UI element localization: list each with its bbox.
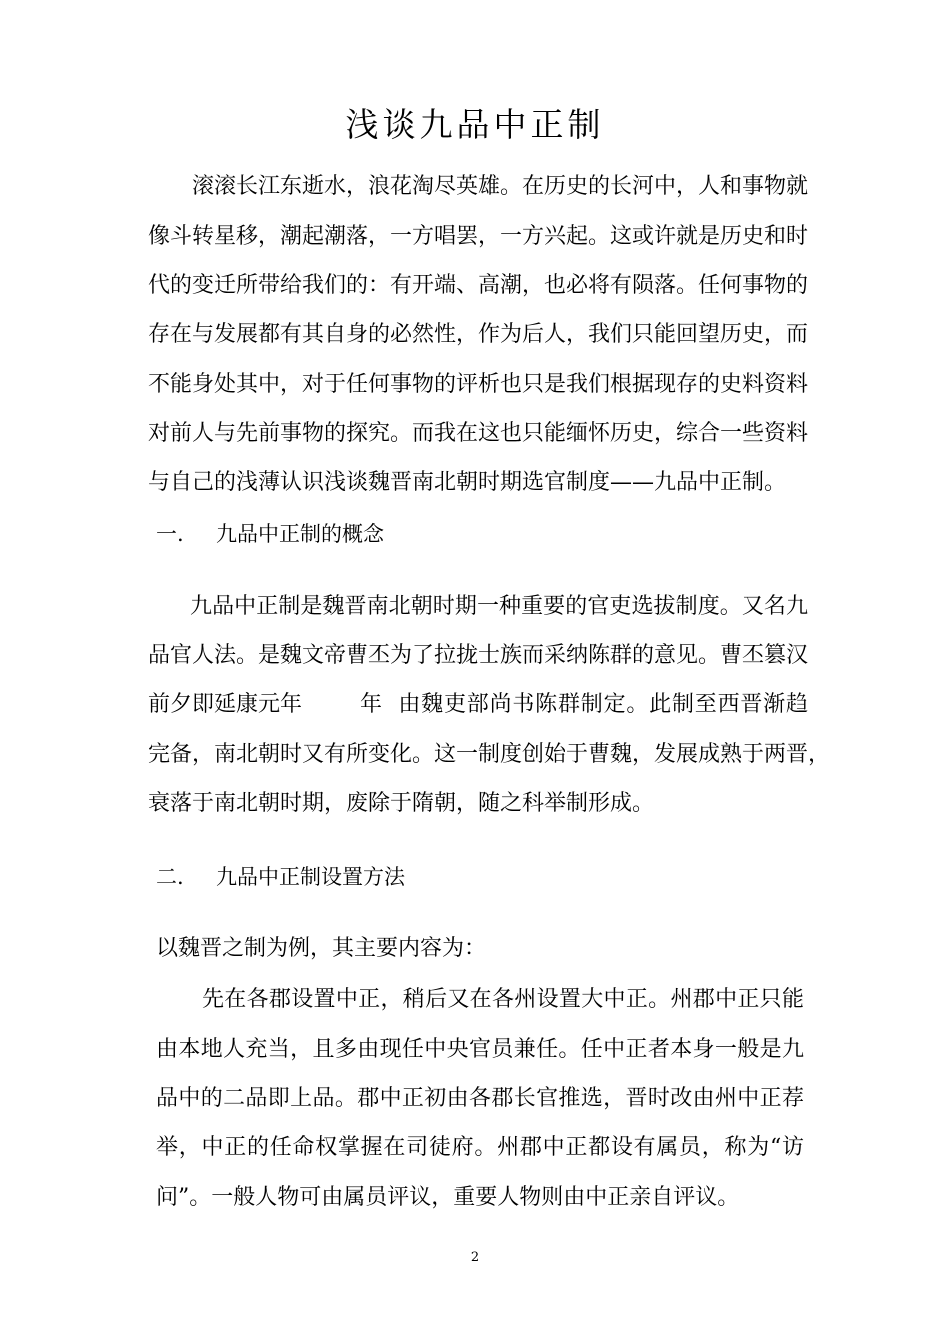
paragraph-line: 年 由魏吏部尚书陈群制定。此制至西晋渐趋: [360, 692, 808, 717]
section-number: 二.: [156, 865, 184, 889]
paragraph-line: 滚滚长江东逝水，浪花淘尽英雄。在历史的长河中，人和事物就: [192, 174, 809, 199]
paragraph-line: 品中的二品即上品。郡中正初由各郡长官推选，晋时改由州中正荐: [156, 1086, 804, 1111]
paragraph-line: 九品中正制是魏晋南北朝时期一种重要的官吏选拔制度。又名九: [190, 594, 808, 619]
paragraph-line: 衰落于南北朝时期，废除于隋朝，随之科举制形成。: [148, 791, 655, 816]
paragraph-line: 代的变迁所带给我们的：有开端、高潮，也必将有陨落。任何事物的: [148, 273, 809, 298]
paragraph-line: 与自己的浅薄认识浅谈魏晋南北朝时期选官制度——九品中正制。: [148, 470, 787, 495]
paragraph-line: 品官人法。是魏文帝曹丕为了拉拢士族而采纳陈群的意见。曹丕篡汉: [148, 643, 809, 668]
section-title: 九品中正制设置方法: [216, 865, 405, 889]
paragraph-line: 举，中正的任命权掌握在司徒府。州郡中正都设有属员，称为“访: [156, 1135, 804, 1160]
document-title: 浅谈九品中正制: [345, 105, 605, 144]
section-heading: [156, 861, 476, 893]
paragraph-line: 存在与发展都有其自身的必然性，作为后人，我们只能回望历史，而: [148, 322, 809, 347]
paragraph-line: 不能身处其中，对于任何事物的评析也只是我们根据现存的史料资料: [148, 372, 809, 397]
paragraph-line: 像斗转星移，潮起潮落，一方唱罢，一方兴起。这或许就是历史和时: [148, 224, 809, 249]
section-title: 九品中正制的概念: [216, 522, 384, 546]
paragraph-line: 先在各郡设置中正，稍后又在各州设置大中正。州郡中正只能: [202, 987, 804, 1012]
paragraph-line: 问”。一般人物可由属员评议，重要人物则由中正亲自评议。: [156, 1185, 740, 1210]
paragraph-lead: 以魏晋之制为例，其主要内容为：: [156, 936, 487, 961]
page-number: 2: [470, 1250, 480, 1265]
paragraph-line: 由本地人充当，且多由现任中央官员兼任。任中正者本身一般是九: [156, 1037, 804, 1062]
section-number: 一.: [156, 522, 184, 546]
section-heading: [156, 518, 476, 550]
paragraph-line: 对前人与先前事物的探究。而我在这也只能缅怀历史，综合一些资料: [148, 421, 809, 446]
paragraph-line: 完备，南北朝时又有所变化。这一制度创始于曹魏，发展成熟于两晋，: [148, 742, 831, 767]
paragraph-line: 前夕即延康元年: [148, 692, 303, 717]
